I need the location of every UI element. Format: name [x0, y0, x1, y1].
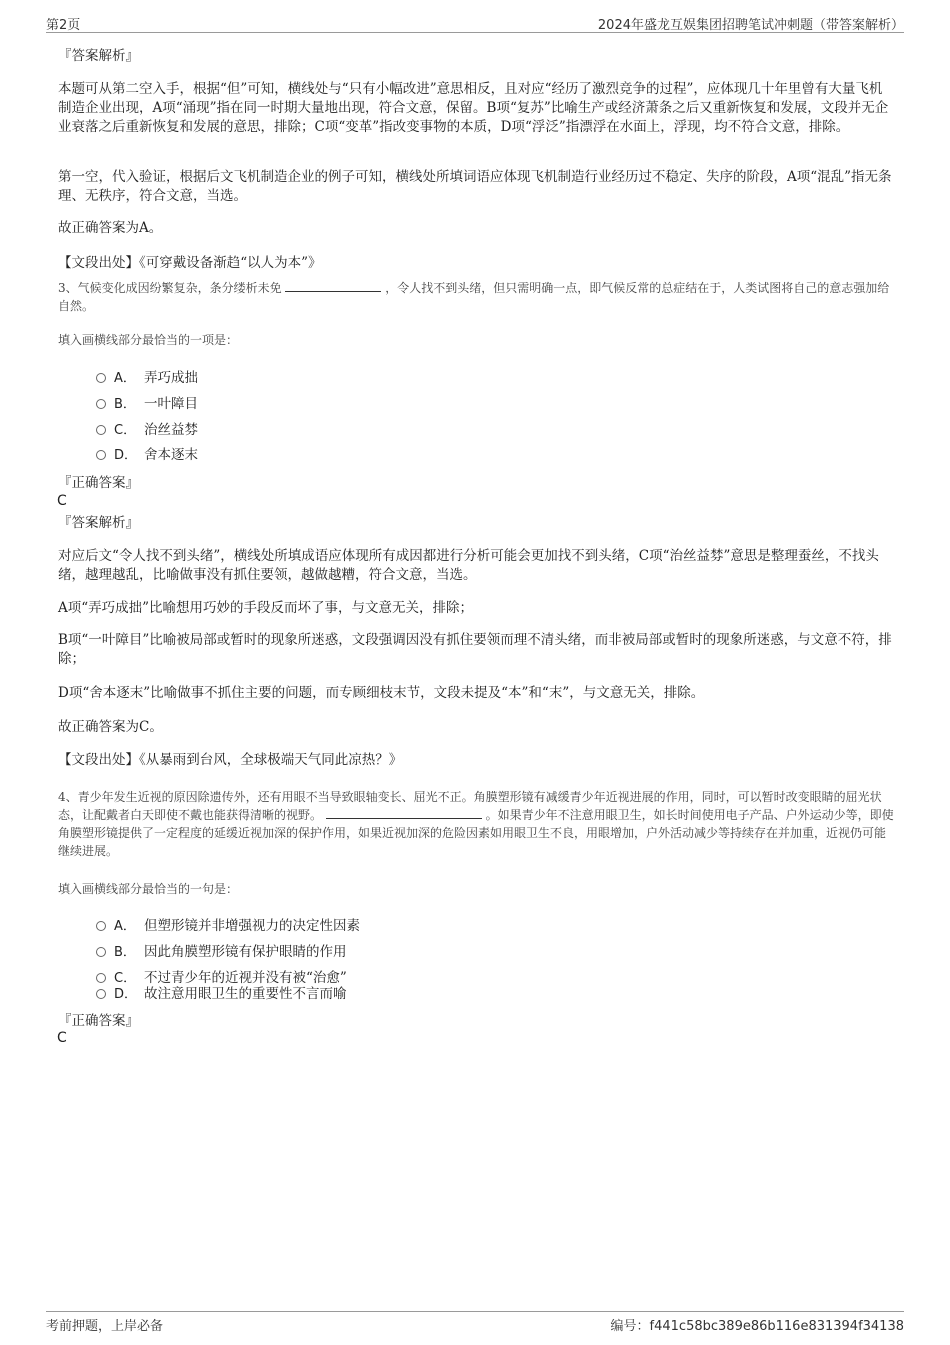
radio-icon[interactable]: [96, 399, 106, 409]
radio-icon[interactable]: [96, 450, 106, 460]
radio-icon[interactable]: [96, 989, 106, 999]
q4-stem-part-2: 。如果青少年不注意用眼卫生，如长时间使用电子产品、户外运动少等，即使角膜塑形镜提供了一定程度的延缓近视加深的保护作用，如果近视加深的危险因素如用眼卫生不良，用眼增加，户外活动减少等持续存在并加重，近视仍可能继续进展。: [58, 808, 894, 858]
q3-answer-label: 『正确答案』: [58, 475, 139, 491]
radio-icon[interactable]: [96, 973, 106, 983]
q3-option-b[interactable]: B． 一叶障目: [96, 395, 198, 413]
q3-option-c[interactable]: C． 治丝益棼: [96, 421, 198, 439]
q4-answer-label: 『正确答案』: [58, 1013, 139, 1029]
page-header: [46, 14, 904, 33]
q3-analysis-label: 『答案解析』: [58, 515, 139, 531]
radio-icon[interactable]: [96, 921, 106, 931]
q4-stem: [58, 788, 894, 860]
footer-slogan: 考前押题，上岸必备: [46, 1319, 164, 1334]
document-title: 2024年盛龙互娱集团招聘笔试冲刺题（带答案解析）: [597, 18, 904, 33]
q4-stem-part-1: 4、青少年发生近视的原因除遗传外，还有用眼不当导致眼轴变长、屈光不正。角膜塑形镜有减缓青少年近视进展的作用，同时，可以暂时改变眼睛的屈光状态，让配戴者白天即使不戴也能获得清晰的视野。: [58, 790, 882, 822]
q2-analysis-paragraph-2: 第一空，代入验证，根据后文飞机制造企业的例子可知，横线处所填词语应体现飞机制造行业经历过不稳定、失序的阶段，A项“混乱”指无条理、无秩序，符合文意，当选。: [58, 169, 892, 204]
q3-source: 【文段出处】《从暴雨到台风，全球极端天气同此凉热？》: [58, 752, 403, 768]
radio-icon[interactable]: [96, 425, 106, 435]
radio-icon[interactable]: [96, 373, 106, 383]
q3-analysis-paragraph-4: D项“舍本逐末”比喻做事不抓住主要的问题，而专顾细枝末节，文段未提及“本”和“末”，与文意无关，排除。: [58, 685, 705, 701]
document-code: 编号：f441c58bc389e86b116e831394f34138: [610, 1319, 904, 1334]
q3-stem: [58, 279, 892, 315]
q3-option-d[interactable]: D． 舍本逐末: [96, 446, 198, 464]
q4-answer: C: [57, 1030, 67, 1046]
q2-source: 【文段出处】《可穿戴设备渐趋“以人为本”》: [58, 255, 322, 271]
q3-analysis-paragraph-2: A项“弄巧成拙”比喻想用巧妙的手段反而坏了事，与文意无关，排除；: [58, 600, 474, 616]
page-footer: [46, 1311, 904, 1334]
q2-conclusion: 故正确答案为A。: [58, 220, 163, 236]
q3-answer: C: [57, 493, 67, 509]
page-number: 第2页: [46, 18, 81, 33]
q3-prompt: 填入画横线部分最恰当的一项是：: [58, 333, 239, 347]
q3-analysis-paragraph-1: 对应后文“令人找不到头绪”，横线处所填成语应体现所有成因都进行分析可能会更加找不到头绪，C项“治丝益棼”意思是整理蚕丝，不找头绪，越理越乱，比喻做事没有抓住要领，越做越糟，符合文意，当选。: [58, 548, 879, 583]
q4-option-d[interactable]: D． 故注意用眼卫生的重要性不言而喻: [96, 985, 347, 1003]
q4-option-a[interactable]: A． 但塑形镜并非增强视力的决定性因素: [96, 917, 360, 935]
q3-conclusion: 故正确答案为C。: [58, 719, 163, 735]
q3-fill-blank: [285, 279, 381, 292]
q4-fill-blank: [326, 806, 482, 819]
q2-analysis-label: 『答案解析』: [58, 48, 139, 64]
q3-stem-part-2: ，令人找不到头绪，但只需明确一点，即气候反常的总症结在于，人类试图将自己的意志强加给自然。: [58, 281, 890, 313]
q3-option-a[interactable]: A． 弄巧成拙: [96, 369, 198, 387]
q2-analysis-paragraph-1: 本题可从第二空入手，根据“但”可知，横线处与“只有小幅改进”意思相反，且对应“经历了激烈竞争的过程”，应体现几十年里曾有大量飞机制造企业出现，A项“涌现”指在同一时期大量地出现，符合文意，保留。B项“复苏”比喻生产或经济萧条之后又重新恢复和发展，文段并无企业衰落之后重新恢复和发展的意思，排除；C项“变革”指改变事物的本质，D项“浮泛”指漂浮在水面上，浮现，均不符合文意，排除。: [58, 81, 889, 135]
radio-icon[interactable]: [96, 947, 106, 957]
q4-option-c[interactable]: C． 不过青少年的近视并没有被“治愈”: [96, 969, 347, 987]
q4-prompt: 填入画横线部分最恰当的一句是：: [58, 882, 239, 896]
q3-stem-part-1: 3、气候变化成因纷繁复杂，条分缕析未免: [58, 281, 282, 295]
q4-option-b[interactable]: B． 因此角膜塑形镜有保护眼睛的作用: [96, 943, 347, 961]
q3-analysis-paragraph-3: B项“一叶障目”比喻被局部或暂时的现象所迷惑，文段强调因没有抓住要领而理不清头绪，而非被局部或暂时的现象所迷惑，与文意不符，排除；: [58, 632, 892, 667]
